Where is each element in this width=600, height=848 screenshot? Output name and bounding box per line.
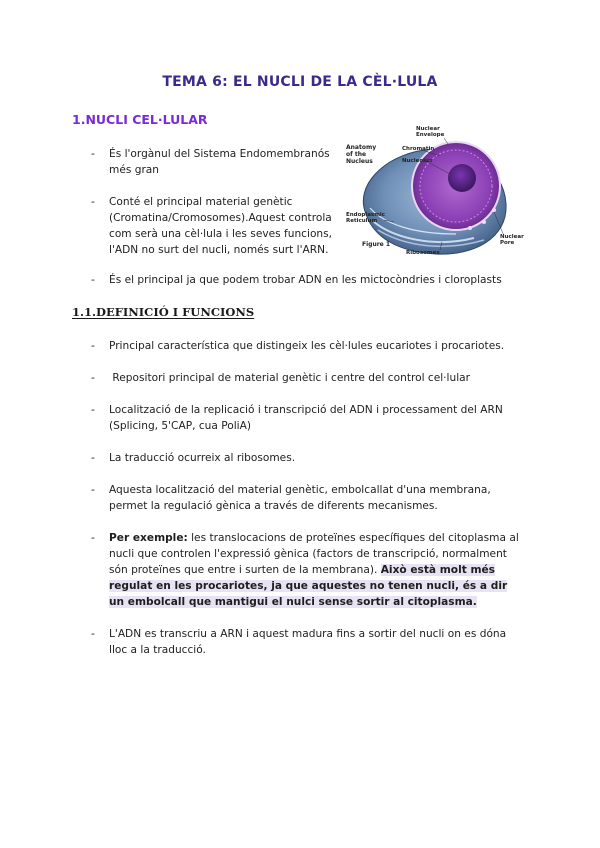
bullet-dash: - xyxy=(91,532,95,544)
label-chromatin: Chromatin xyxy=(402,146,435,152)
list-item-example xyxy=(91,530,521,610)
list-item-text: Conté el principal material genètic (Cromatina/Cromosomes).Aquest controla com serà una cèl·lula i les seves funcions, l'ADN no surt del nucli, només surt l'ARN. xyxy=(109,196,333,256)
label-nucleolus: Nucleolus xyxy=(402,158,433,164)
nuclear-pore-shape xyxy=(468,226,472,230)
list-item-text: L'ADN es transcriu a ARN i aquest madura fins a sortir del nucli on es dóna lloc a la traducció. xyxy=(109,628,507,656)
bullet-dash: - xyxy=(91,484,95,496)
page-title: TEMA 6: EL NUCLI DE LA CÈL·LULA xyxy=(162,74,438,90)
section-heading-nucli: 1.NUCLI CEL·LULAR xyxy=(72,112,208,127)
bullet-dash: - xyxy=(91,274,95,286)
list-item xyxy=(91,370,511,386)
list-item xyxy=(91,146,341,178)
list-item-text: Principal característica que distingeix les cèl·lules eucariotes i procariotes. xyxy=(109,340,505,352)
highlighted-text: Això està molt més regulat en les procariotes, ja que aquestes no tenen nucli, és a dir un embolcall que mantigui el nulci sense sortir al citoplasma. xyxy=(109,564,508,608)
nucleolus-shape xyxy=(448,164,476,192)
label-nuclear-pore: Nuclear Pore xyxy=(500,234,524,246)
nuclear-pore-shape xyxy=(492,208,496,212)
list-item-text: La traducció ocurreix al ribosomes. xyxy=(109,452,296,464)
bullet-dash: - xyxy=(91,148,95,160)
list-item xyxy=(91,194,341,258)
bullet-dash: - xyxy=(91,404,95,416)
list-item-text xyxy=(109,530,521,610)
figure-caption: Figure 1 xyxy=(362,241,391,248)
label-nuclear-envelope: Nuclear Envelope xyxy=(416,126,445,138)
section-heading-definicio: 1.1.DEFINICIÓ I FUNCIONS xyxy=(72,305,255,319)
nuclear-pore-shape xyxy=(482,220,486,224)
bullet-dash: - xyxy=(91,372,95,384)
list-item-text: És el principal ja que podem trobar ADN en les mictocòndries i cloroplasts xyxy=(109,274,502,286)
list-item xyxy=(91,450,511,466)
list-item xyxy=(91,626,521,658)
nucleus-anatomy-figure xyxy=(344,126,524,260)
list-item xyxy=(91,272,531,288)
list-item xyxy=(91,482,511,514)
bullet-dash: - xyxy=(91,452,95,464)
example-lead: Per exemple: xyxy=(109,532,188,544)
bullet-dash: - xyxy=(91,196,95,208)
list-item-text: És l'orgànul del Sistema Endomembranós més gran xyxy=(109,148,330,176)
list-item-text: Localització de la replicació i transcripció del ADN i processament del ARN (Splicing, 5'CAP, cua PoliA) xyxy=(109,404,503,432)
list-item-text: Repositori principal de material genètic i centre del control cel·lular xyxy=(109,372,470,384)
bullet-dash: - xyxy=(91,340,95,352)
bullet-dash: - xyxy=(91,628,95,640)
list-item xyxy=(91,338,511,354)
list-item-text: Aquesta localització del material genètic, embolcallat d'una membrana, permet la regulació gènica a través de diferents mecanismes. xyxy=(109,484,491,512)
label-ribosomes: Ribosomes xyxy=(406,250,440,256)
figure-title: Anatomy of the Nucleus xyxy=(346,144,377,165)
example-body: les translocacions de proteïnes específiques del citoplasma al nucli que controlen l'expressió gènica (factors de transcripció, normalment són proteïnes que entre i surten de la membrana). xyxy=(109,532,519,576)
label-endoplasmic-reticulum: Endoplasmic Reticulum xyxy=(346,212,386,224)
list-item xyxy=(91,402,511,434)
